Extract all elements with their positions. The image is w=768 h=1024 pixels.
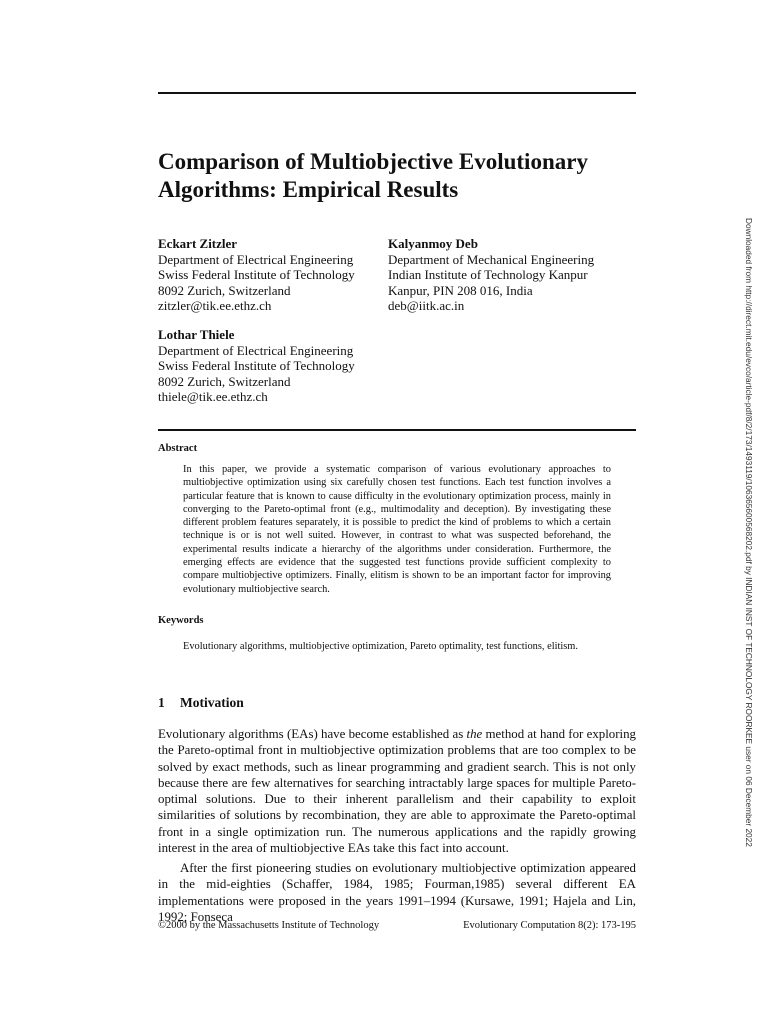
author-address-line: 8092 Zurich, Switzerland bbox=[158, 373, 291, 389]
download-watermark-text: Downloaded from http://direct.mit.edu/evco/article-pdf/8/2/173/1493119/106365600568202.pdf by INDIAN INST OF TECHNOLOGY ROORKEE user on 06 December 2022 bbox=[744, 218, 754, 847]
author-block-zitzler bbox=[158, 236, 355, 314]
author-affiliation-line: Department of Mechanical Engineering bbox=[388, 251, 595, 267]
body-paragraph-2: After the first pioneering studies on evolutionary multiobjective optimization appeared in the mid-eighties (Schaffer, 1984, 1985; Fourman,1985) several different EA implementations were proposed in the years 1991–1994 (Kursawe, 1991; Hajela and Lin, 1992; Fonseca bbox=[158, 861, 636, 924]
abstract-text: In this paper, we provide a systematic comparison of various evolutionary approaches to multiobjective optimization using six carefully chosen test functions. Each test function involves a particular feature that is known to cause difficulty in the evolutionary optimization process, mainly in converging to the Pareto-optimal front (e.g., multimodality and deception). By investigating these different problem features separately, it is possible to predict the kind of problems to which a certain technique is or is not well suited. However, in contrast to what was suspected beforehand, the experimental results indicate a hierarchy of the algorithms under consideration. Furthermore, the emerging effects are evidence that the suggested test functions provide sufficient complexity to compare multiobjective optimizers. Finally, elitism is shown to be an important factor for improving evolutionary multiobjective search. bbox=[183, 464, 611, 595]
paragraph-text: Evolutionary algorithms (EAs) have become established as bbox=[158, 727, 467, 741]
journal-citation: Evolutionary Computation 8(2): 173-195 bbox=[463, 920, 636, 931]
body-paragraph-1 bbox=[158, 726, 636, 856]
author-name: Lothar Thiele bbox=[158, 327, 235, 342]
download-watermark bbox=[742, 218, 754, 847]
author-name: Eckart Zitzler bbox=[158, 236, 238, 251]
author-email: thiele@tik.ee.ethz.ch bbox=[158, 389, 268, 404]
author-address-line: Kanpur, PIN 208 016, India bbox=[388, 282, 533, 298]
section-number: 1 bbox=[158, 695, 165, 710]
top-rule bbox=[158, 92, 636, 94]
keywords-label: Keywords bbox=[158, 615, 204, 626]
abstract-label: Abstract bbox=[158, 443, 198, 454]
section-title: Motivation bbox=[180, 695, 244, 710]
author-block-thiele bbox=[158, 327, 355, 405]
paper-title: Comparison of Multiobjective Evolutionary Algorithms: Empirical Results bbox=[158, 149, 588, 202]
author-block-deb bbox=[388, 236, 594, 314]
author-affiliation-line: Swiss Federal Institute of Technology bbox=[158, 267, 355, 282]
author-name: Kalyanmoy Deb bbox=[388, 236, 478, 251]
author-affiliation-line: Indian Institute of Technology Kanpur bbox=[388, 267, 588, 282]
abstract-rule bbox=[158, 429, 636, 431]
author-affiliation-line: Department of Electrical Engineering bbox=[158, 342, 354, 358]
author-affiliation-line: Swiss Federal Institute of Technology bbox=[158, 358, 355, 373]
keywords-text: Evolutionary algorithms, multiobjective optimization, Pareto optimality, test functions, elitism. bbox=[183, 641, 578, 652]
author-email: deb@iitk.ac.in bbox=[388, 298, 465, 313]
author-email: zitzler@tik.ee.ethz.ch bbox=[158, 298, 272, 313]
emphasis-text: the bbox=[466, 727, 483, 741]
section-heading bbox=[158, 695, 244, 711]
paragraph-text: method at hand for exploring the Pareto-optimal front in multiobjective optimization problems that are too complex to be solved by exact methods, such as linear programming and gradient search. This is not only because there are few alternatives for searching intractably large spaces for multiple Pareto-optimal solutions. Due to their inherent parallelism and their capability to exploit similarities of solutions by recombination, they are able to approximate the Pareto-optimal front in a single optimization run. The numerous applications and the rapidly growing interest in the area of multiobjective EAs take this fact into account. bbox=[158, 727, 636, 856]
author-address-line: 8092 Zurich, Switzerland bbox=[158, 282, 291, 298]
copyright-notice: ©2000 by the Massachusetts Institute of Technology bbox=[158, 920, 380, 931]
author-affiliation-line: Department of Electrical Engineering bbox=[158, 251, 354, 267]
